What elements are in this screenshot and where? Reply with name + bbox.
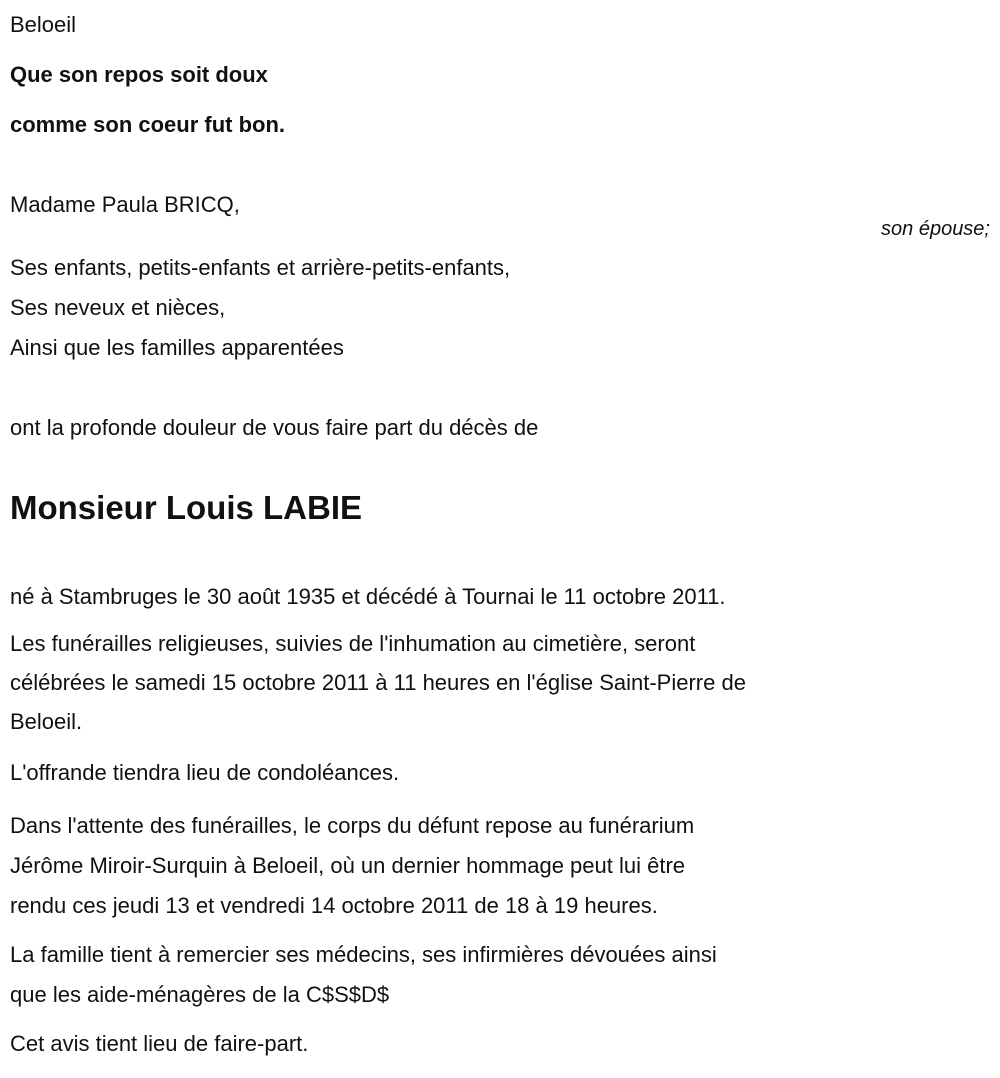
thanks-line: La famille tient à remercier ses médecins, ses infirmières dévouées ainsi <box>10 942 717 967</box>
viewing-line: Dans l'attente des funérailles, le corps du défunt repose au funérarium <box>10 813 695 838</box>
offering: L'offrande tiendra lieu de condoléances. <box>10 760 400 785</box>
deceased-name: Monsieur Louis LABIE <box>10 489 363 526</box>
verse-line-1: Que son repos soit doux <box>10 62 268 87</box>
birth-death: né à Stambruges le 30 août 1935 et décédé à Tournai le 11 octobre 2011. <box>10 584 726 609</box>
verse-line-2: comme son coeur fut bon. <box>10 112 286 137</box>
family-list <box>10 248 510 368</box>
funeral-info <box>10 624 746 741</box>
viewing-info <box>10 806 694 926</box>
family-line: Ainsi que les familles apparentées <box>10 335 344 360</box>
family-line: Ses neveux et nièces, <box>10 295 226 320</box>
closing: Cet avis tient lieu de faire-part. <box>10 1031 309 1056</box>
announcement: ont la profonde douleur de vous faire part du décès de <box>10 415 539 440</box>
viewing-line: rendu ces jeudi 13 et vendredi 14 octobre 2011 de 18 à 19 heures. <box>10 893 658 918</box>
thanks <box>10 935 717 1015</box>
city: Beloeil <box>10 12 77 37</box>
spouse-name: Madame Paula BRICQ, <box>10 192 240 217</box>
viewing-line: Jérôme Miroir-Surquin à Beloeil, où un dernier hommage peut lui être <box>10 853 686 878</box>
thanks-line: que les aide-ménagères de la C$S$D$ <box>10 982 390 1007</box>
spouse-relation: son épouse; <box>881 218 990 240</box>
funeral-line: célébrées le samedi 15 octobre 2011 à 11 heures en l'église Saint-Pierre de <box>10 670 746 695</box>
funeral-line: Beloeil. <box>10 709 83 734</box>
funeral-line: Les funérailles religieuses, suivies de l'inhumation au cimetière, seront <box>10 631 696 656</box>
family-line: Ses enfants, petits-enfants et arrière-petits-enfants, <box>10 255 511 280</box>
